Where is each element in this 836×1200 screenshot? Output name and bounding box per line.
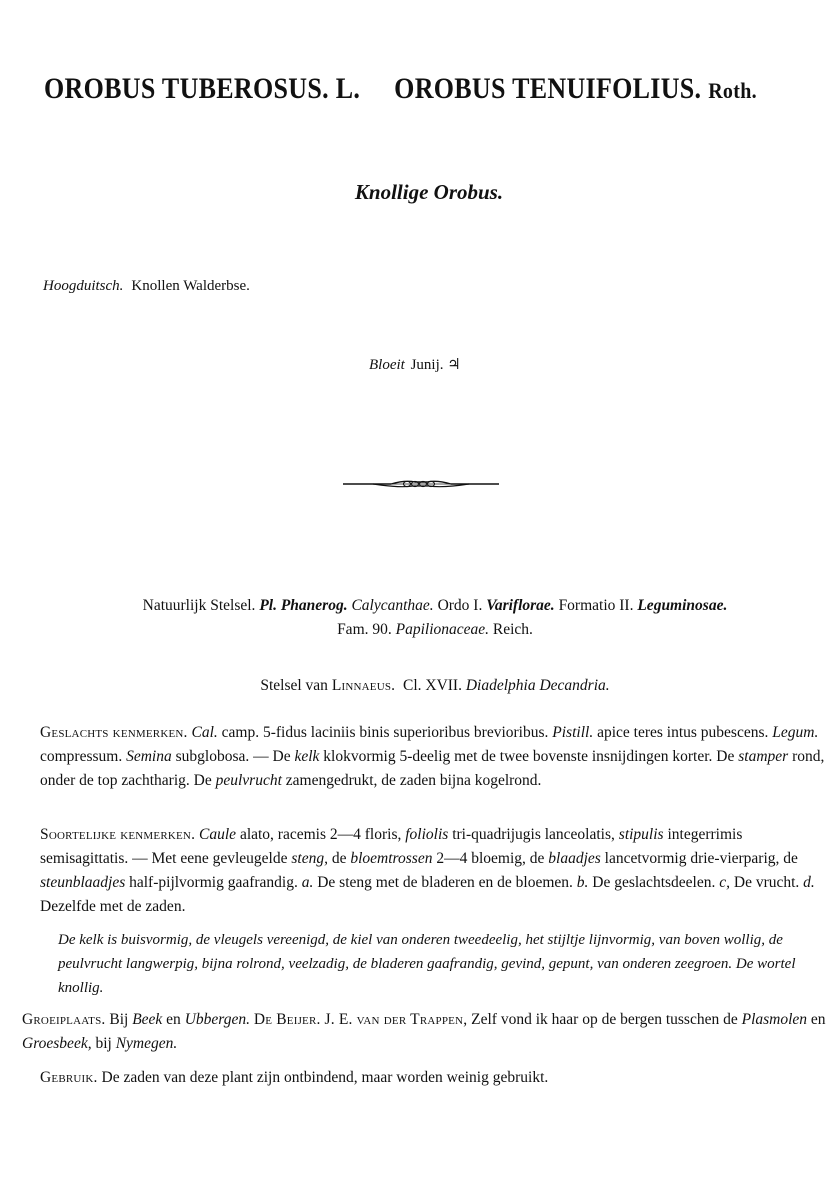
genus-label: Geslachts kenmerken. (40, 724, 188, 741)
habitat-label: Groeiplaats. (22, 1011, 106, 1028)
german-name: Knollen Walderbse. (131, 278, 250, 294)
natural-system-line-1: Natuurlijk Stelsel. Pl. Phanerog. Calycanthae. Ordo I. Variflorae. Formatio II. Leguminosae. (142, 597, 728, 614)
natural-system (40, 594, 830, 642)
german-name-line (43, 278, 250, 295)
ornament-divider (343, 474, 499, 494)
species-label: Soortelijke kenmerken. (40, 826, 196, 843)
natural-system-line-2: Fam. 90. Papilionaceae. Reich. (337, 621, 533, 638)
title-author: Roth. (708, 78, 757, 104)
linnaeus-system: Stelsel van Linnaeus. Cl. XVII. Diadelphia Decandria. (260, 677, 610, 694)
usage-label: Gebruik. (40, 1069, 98, 1086)
species-characteristics: Soortelijke kenmerken. Caule alato, racemis 2—4 floris, foliolis tri-quadrijugis lanceolatis, stipulis integerrimis semisagittatis. — Met eene gevleugelde steng, de bloemtrossen 2—4 bloemig, de blaadjes lancetvormig drie-vierparig, de steunblaadjes half-pijlvormig gaafrandig. a. De steng met de bladeren en de bloemen. b. De geslachtsdeelen. c, De vrucht. d. Dezelfde met de zaden. (40, 826, 815, 915)
perennial-symbol-icon: ♃ (447, 357, 461, 373)
habitat: Groeiplaats. Bij Beek en Ubbergen. De Beijer. J. E. van der Trappen, Zelf vond ik haar op de bergen tusschen de Plasmolen en Groesbeek, bij Nymegen. (22, 1011, 826, 1052)
title-species-2: OROBUS TENUIFOLIUS. (394, 72, 702, 105)
page-title (44, 72, 834, 106)
german-label: Hoogduitsch. (43, 278, 124, 294)
plant-description: De kelk is buisvormig, de vleugels vereenigd, de kiel van onderen tweedeelig, het stijltje lijnvormig, van boven wollig, de peulvrucht langwerpig, bijna rolrond, veelzadig, de bladeren gaafrandig, gevind, gepunt, van onderen zeegroen. De wortel knollig. (58, 932, 796, 996)
usage: Gebruik. De zaden van deze plant zijn ontbindend, maar worden weinig gebruikt. (40, 1069, 549, 1086)
bloom-label: Bloeit (369, 357, 405, 373)
title-species-1: OROBUS TUBEROSUS. L. (44, 72, 361, 105)
bloom-line (369, 355, 461, 374)
common-name: Knollige Orobus. (354, 180, 504, 204)
bloom-month: Junij. (410, 357, 444, 373)
genus-characteristics: Geslachts kenmerken. Cal. camp. 5-fidus laciniis binis superioribus brevioribus. Pistill. apice teres intus pubescens. Legum. compressum. Semina subglobosa. — De kelk klokvormig 5-deelig met de twee bovenste insnijdingen korter. De stamper rond, onder de top zachtharig. De peulvrucht zamengedrukt, de zaden bijna kogelrond. (40, 724, 825, 789)
